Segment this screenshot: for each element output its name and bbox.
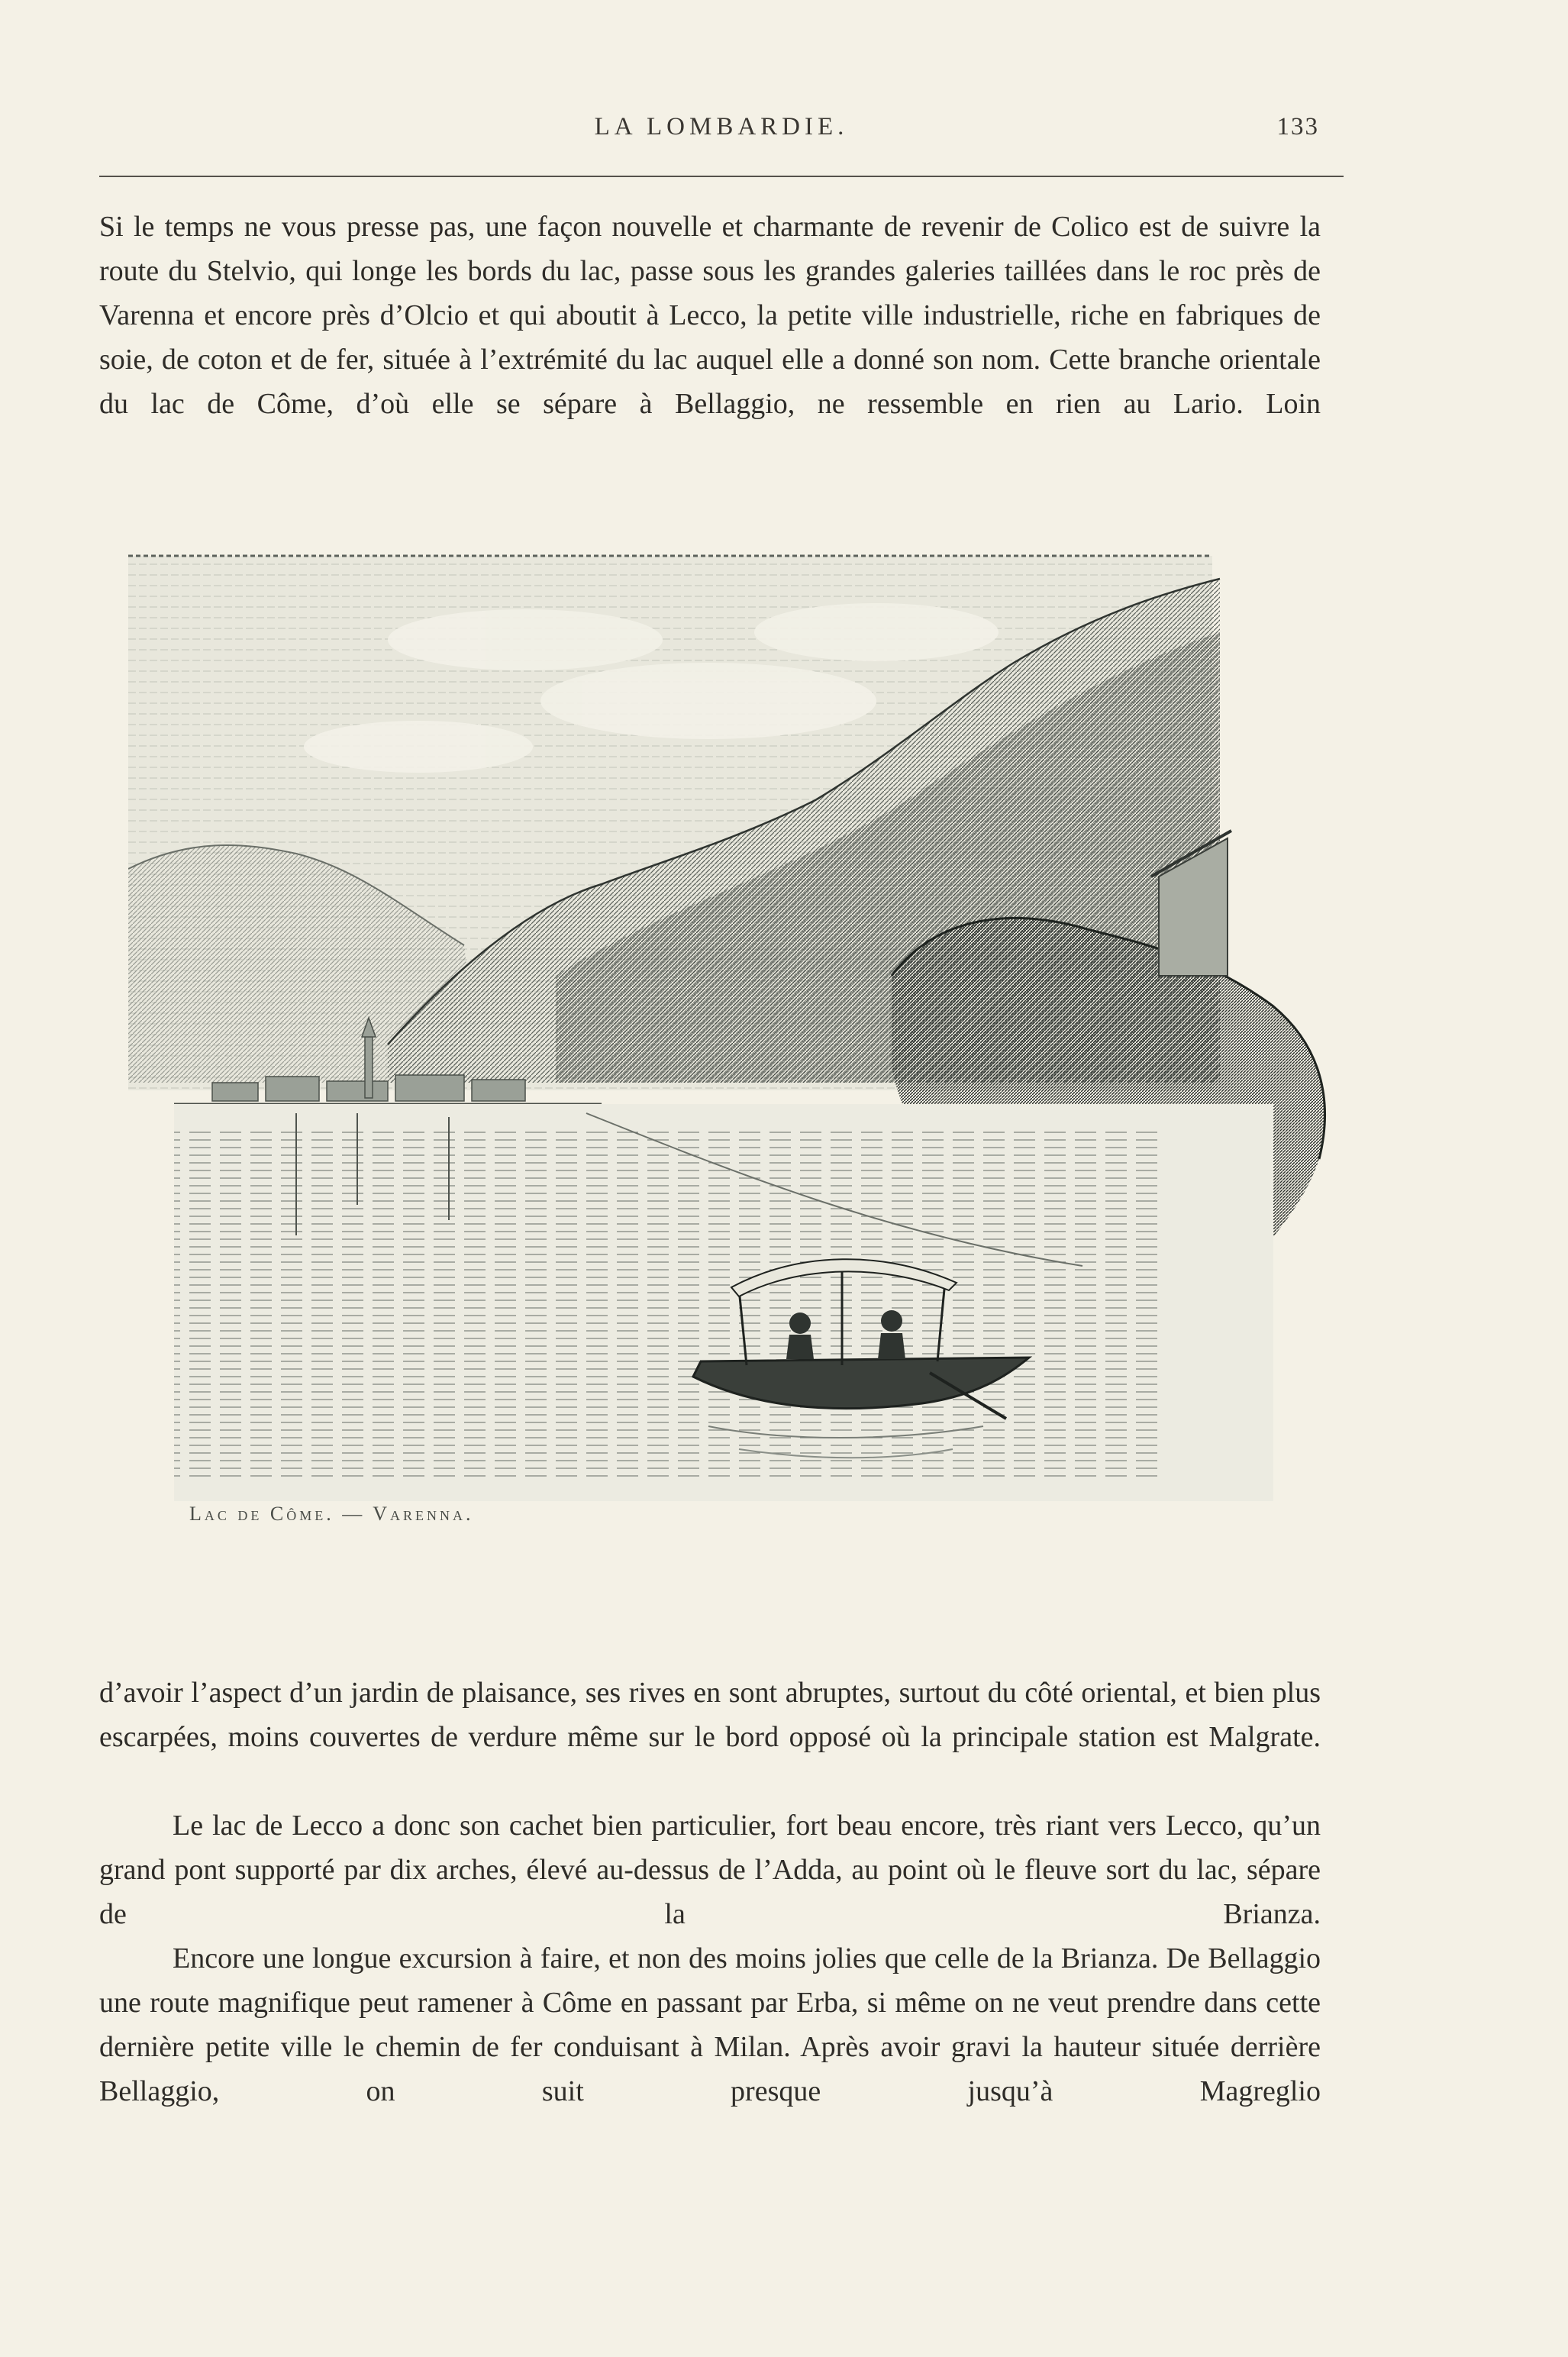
paragraph-2: d’avoir l’aspect d’un jardin de plaisance, ses rives en sont abruptes, surtout du côté oriental, et bien plus escarpées, moins couvertes de verdure même sur le bord opposé où la principale station est Malgrate. (99, 1677, 1321, 1753)
paragraph-1: Si le temps ne vous presse pas, une façon nouvelle et charmante de revenir de Colico est de suivre la route du Stelvio, qui longe les bords du lac, passe sous les grandes galeries taillées dans le roc près de Varenna et encore près d’Olcio et qui aboutit à Lecco, la petite ville industrielle, riche en fabriques de soie, de coton et de fer, située à l’extrémité du lac auquel elle a donné son nom. Cette branche orientale du lac de Côme, d’où elle se sépare à Bellaggio, ne ressemble en rien au Lario. Loin (99, 211, 1321, 420)
engraving-lake-como-varenna (128, 548, 1350, 1526)
page-number: 133 (1276, 113, 1319, 140)
paragraph-4: Encore une longue excursion à faire, et non des moins jolies que celle de la Brianza. De Bellaggio une route magnifique peut ramener à Côme en passant par Erba, si même on ne veut prendre dans cette dernière petite ville le chemin de fer conduisant à Milan. Après avoir gravi la hauteur située derrière Bellaggio, on suit presque jusqu’à Magreglio (99, 1942, 1321, 2107)
running-title: LA LOMBARDIE. (594, 113, 849, 140)
engraving-illustration (128, 548, 1350, 1526)
header-rule (99, 176, 1344, 177)
paragraph-3: Le lac de Lecco a donc son cachet bien particulier, fort beau encore, très riant vers Lecco, qu’un grand pont supporté par dix arches, élevé au-dessus de l’Adda, au point où le fleuve sort du lac, sépare de la Brianza. (99, 1810, 1321, 1930)
running-head (99, 113, 1344, 144)
figure-caption: Lac de Côme. — Varenna. (189, 1503, 474, 1525)
